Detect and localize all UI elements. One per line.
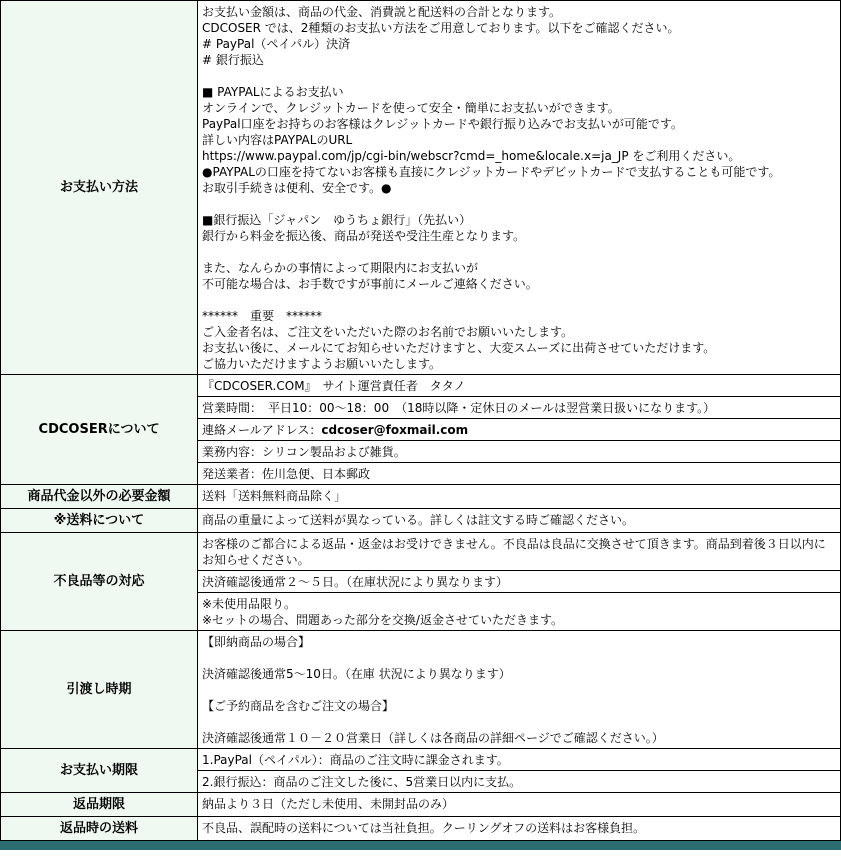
text-line: また、なんらかの事情によって期限内にお支払いが	[202, 261, 479, 275]
text-line: 2.銀行振込：商品のご注文した後に、5営業日以内に支払。	[202, 775, 522, 789]
sub-cell	[198, 817, 840, 838]
text-line: ●PAYPALの口座を持てないお客様も直接にクレジットカードやデビットカードで支払することも可能です。	[202, 165, 781, 179]
text-line: お取引手続きは便利、安全です。●	[202, 181, 392, 195]
text-line: 【ご予約商品を含むご注文の場合】	[202, 699, 395, 713]
row-label-return-deadline: 返品期限	[1, 793, 198, 817]
sub-cell	[198, 631, 840, 748]
sub-cell	[198, 509, 840, 530]
text-line: 決済確認後通常２～５日。（在庫状況により異なります）	[202, 575, 509, 589]
row-content-payment-deadline	[198, 749, 841, 793]
sub-cell	[198, 570, 840, 592]
sub-cell	[198, 396, 840, 418]
text-line: お支払い後に、メールにてお知らせいただけますと、大変スムーズに出荷させていただけます。	[202, 341, 716, 355]
text-line	[202, 196, 836, 212]
table-row-about-cdcoser	[1, 375, 841, 485]
row-content-payment-method	[198, 1, 841, 375]
text-line: 【即納商品の場合】	[202, 635, 311, 649]
text-line: 納品より３日（ただし未使用、未開封品のみ）	[202, 797, 455, 811]
sub-cell	[198, 793, 840, 814]
table-row-about-shipping	[1, 509, 841, 533]
text-line: お支払い金額は、商品の代金、消費説と配送料の合計となります。	[202, 5, 562, 19]
text-line: 発送業者：佐川急便、日本郵政	[202, 467, 371, 481]
text-line: お客様のご都合による返品・返金はお受けできません。不良品は良品に交換させて頂きます。商品到着後３日以内にお知らせください。	[202, 537, 826, 567]
sub-cell	[198, 749, 840, 770]
text-line	[202, 714, 836, 730]
text-line: PayPal口座をお持ちのお客様はクレジットカードや銀行振り込みでお支払いが可能です。	[202, 117, 683, 131]
sub-cell	[198, 485, 840, 506]
text-line: https://www.paypal.com/jp/cgi-bin/webscr?cmd=_home&locale.x=ja_JP をご利用ください。	[202, 149, 741, 163]
table-row-delivery-time	[1, 631, 841, 749]
table-row-return-shipping-cost	[1, 817, 841, 841]
text-line	[202, 422, 836, 438]
sub-cell	[198, 1, 840, 374]
text-line	[202, 244, 836, 260]
row-label-about-cdcoser: CDCOSERについて	[1, 375, 198, 485]
row-content-return-shipping-cost	[198, 817, 841, 841]
row-label-payment-method: お支払い方法	[1, 1, 198, 375]
text-line: # PayPal（ペイパル）決済	[202, 37, 351, 51]
sub-cell	[198, 533, 840, 570]
text-line: オンラインで、クレジットカードを使って安全・簡単にお支払いができます。	[202, 101, 620, 115]
text-line: 決済確認後通常１０－２０営業日（詳しくは各商品の詳細ページでご確認ください。）	[202, 731, 664, 745]
text-line: ※未使用品限り。	[202, 597, 297, 611]
row-label-delivery-time: 引渡し時期	[1, 631, 198, 749]
row-content-about-cdcoser	[198, 375, 841, 485]
table-row-return-deadline	[1, 793, 841, 817]
text-line: CDCOSER では、2種類のお支払い方法をご用意しております。以下をご確認ください。	[202, 21, 680, 35]
text-line	[202, 68, 836, 84]
text-line: 商品の重量によって送料が異なっている。詳しくは註文する時ご確認ください。	[202, 513, 635, 527]
sub-cell	[198, 375, 840, 396]
table-row-payment-method	[1, 1, 841, 375]
text-line: ****** 重要 ******	[202, 309, 323, 323]
text-line: ■ PAYPALによるお支払い	[202, 85, 344, 99]
row-content-delivery-time	[198, 631, 841, 749]
email-address: cdcoser@foxmail.com	[321, 423, 469, 437]
text-line: 送料「送料無料商品除く」	[202, 489, 347, 503]
text-line: 決済確認後通常5～10日。（在庫 状況により異なります）	[202, 667, 511, 681]
row-content-defective-items	[198, 533, 841, 631]
row-label-payment-deadline: お支払い期限	[1, 749, 198, 793]
text-line: 営業時間： 平日10：00～18：00 （18時以降・定休日のメールは翌営業日扱いになります。）	[202, 401, 716, 415]
text-line: 『CDCOSER.COM』 サイト運営責任者 タタノ	[202, 379, 466, 393]
row-content-return-deadline	[198, 793, 841, 817]
text-segment: 連絡メールアドレス：	[202, 423, 322, 437]
text-line: 銀行から料金を振込後、商品が発送や受注生産となります。	[202, 229, 526, 243]
shop-info-table-body	[1, 1, 841, 841]
text-line: 1.PayPal（ペイパル）：商品のご注文時に課金されます。	[202, 753, 509, 767]
sub-cell	[198, 462, 840, 484]
footer-divider-bar	[0, 841, 841, 850]
text-line: 不可能な場合は、お手数ですが事前にメールご連絡ください。	[202, 277, 538, 291]
text-line: ご協力いただけますようお願いいたします。	[202, 357, 442, 371]
text-line: 不良品、誤配時の送料については当社負担。クーリングオフの送料はお客様負担。	[202, 821, 646, 835]
text-line: 詳しい内容はPAYPALのURL	[202, 133, 353, 147]
table-row-extra-fees	[1, 485, 841, 509]
text-line: 業務内容：シリコン製品および雑貨。	[202, 445, 406, 459]
row-label-extra-fees: 商品代金以外の必要金額	[1, 485, 198, 509]
table-row-payment-deadline	[1, 749, 841, 793]
table-row-defective-items	[1, 533, 841, 631]
row-content-about-shipping	[198, 509, 841, 533]
row-label-return-shipping-cost: 返品時の送料	[1, 817, 198, 841]
text-line: ご入金者名は、ご注文をいただいた際のお名前でお願いいたします。	[202, 325, 574, 339]
text-line	[202, 682, 836, 698]
row-label-defective-items: 不良品等の対応	[1, 533, 198, 631]
row-label-about-shipping: ※送料について	[1, 509, 198, 533]
text-line	[202, 292, 836, 308]
text-line: ※セットの場合、問題あった部分を交換/返金させていただきます。	[202, 613, 564, 627]
text-line: ■銀行振込「ジャパン ゆうちょ銀行」（先払い）	[202, 213, 472, 227]
sub-cell	[198, 440, 840, 462]
sub-cell	[198, 418, 840, 440]
sub-cell	[198, 770, 840, 792]
text-line: # 銀行振込	[202, 53, 264, 67]
text-line	[202, 650, 836, 666]
sub-cell	[198, 592, 840, 630]
row-content-extra-fees	[198, 485, 841, 509]
